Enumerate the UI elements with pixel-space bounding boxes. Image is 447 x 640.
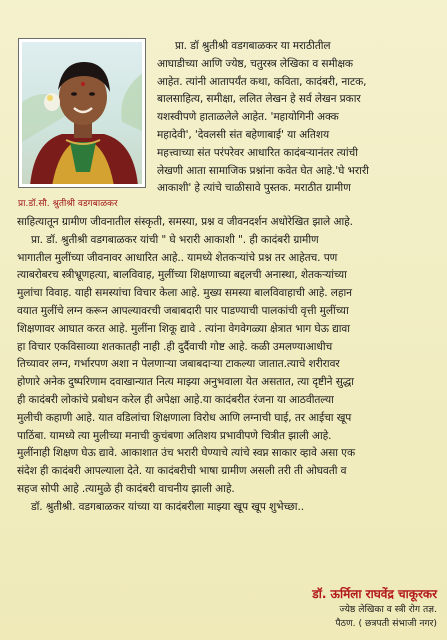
text-line: महादेवी', 'देवलसी संत बहेणाबाई' या अतिशय (157, 128, 329, 141)
signature-name: डॉ. ऊर्मिला राघवेंद्र चाकूरकर (312, 587, 437, 601)
text-line: संदेश ही कादंबरी आपल्याला देते. या कादंबरीची भाषा ग्रामीण असली तरी ती ओघवती व (17, 465, 347, 478)
text-line: आहेत. त्यांनी आतापर्यंत कथा, कविता, कादंबरी, नाटक, (157, 75, 367, 88)
text-line: भागातील मुलींच्या जीवनावर आधारित आहे.. यामध्ये शेतकऱ्यांचे प्रश्न तर आहेतच. पण (17, 251, 338, 264)
text-line: साहित्यातून ग्रामीण जीवनातील संस्कृती, समस्या, प्रश्न व जीवनदर्शन अधोरेखित झाले आहे. (17, 216, 353, 228)
intro-paragraph (157, 38, 439, 198)
text-line: मुलांचा विवाह. याही समस्यांचा विचार केला आहे. मुख्य समस्या बालविवाहाची आहे. लहान (17, 287, 352, 300)
author-portrait-image (22, 42, 142, 184)
text-line: हा विचार एकविसाव्या शतकातही नाही .ही दुर्दैवाची गोष्ट आहे. कळी उमलण्याआधीच (17, 340, 333, 353)
text-line: आकाशी' हे त्यांचे चाळीसावे पुस्तक. मराठीत ग्रामीण (157, 182, 351, 195)
text-line: प्रा. डॉ. श्रुतीश्री वडगबाळकर यांची " घे भरारी आकाशी ". ही कादंबरी ग्रामीण (31, 233, 319, 246)
main-paragraph (17, 214, 439, 517)
text-line: शिक्षणावर आघात करत आहे. मुलींना शिकू द्यावे . त्यांना वेगवेगळ्या क्षेत्रात भाग घेऊ द्यावा (17, 322, 350, 335)
text-line: लेखणी आता सामाजिक प्रश्नांना कवेत घेत आहे.'घे भरारी (157, 164, 369, 177)
text-line: यशस्वीपणे हाताळलेले आहेत. 'महायोगिनी अक्क (157, 111, 339, 124)
signature-title: ज्येष्ठ लेखिका व स्त्री रोग तज्ञ. (339, 604, 437, 615)
author-photo (22, 42, 142, 184)
text-line: मुलीची कहाणी आहे. यात वडिलांचा शिक्षणाला विरोध आणि लग्नाची घाई, तर आईचा खूप (17, 411, 352, 424)
text-line: ही कादंबरी लोकांचे प्रबोधन करेल ही अपेक्षा आहे.या कादंबरीत रंजना या आठवीतल्या (17, 393, 334, 406)
text-line: आघाडीच्या आणि ज्येष्ठ, चतुरस्त्र लेखिका व समीक्षक (157, 57, 353, 70)
signature-place: पैठण. ( छत्रपती संभाजी नगर) (335, 618, 437, 629)
text-line: महत्त्वाच्या संत परंपरेवर आधारित कादंबऱ्यानंतर त्यांची (157, 146, 358, 159)
text-line: पाठिंबा. यामध्ये त्या मुलीच्या मनाची कुचंबणा अतिशय प्रभावीपणे चित्रीत झाली आहे. (17, 429, 332, 442)
text-line: तिच्यावर लग्न, गर्भारपण अशा न पेलणाऱ्या जबाबदाऱ्या टाकल्या जातात.त्याचे शरीरावर (17, 358, 340, 371)
text-line: सहज सोपी आहे .त्यामुळे ही कादंबरी वाचनीय झाली आहे. (17, 482, 235, 495)
signature-block (312, 585, 437, 631)
text-line: होणारे अनेक दुष्परिणाम दवाखान्यात नित्य माझ्या अनुभवाला येत असतात, त्या दृष्टीने सुद्धा (17, 376, 354, 389)
author-photo-frame (18, 38, 146, 188)
text-line: प्रा. डॉ श्रुतीश्री वडगबाळकर या मराठीतील (175, 40, 331, 52)
text-line: बालसाहित्य, समीक्षा, ललित लेखन हे सर्व लेखन प्रकार (157, 93, 361, 106)
text-line: वयात मुलींचे लग्न करून आपल्यावरची जबाबदारी पार पाडण्याची पालकांची वृत्ती मुलींच्या (17, 304, 349, 317)
text-line: त्याबरोबरच स्त्रीभ्रूणहत्या, बालविवाह, मुलींच्या शिक्षणाच्या बद्दलची अनास्था, शेतकऱ्यांच्या (17, 269, 347, 282)
text-line: डॉ. श्रुतीश्री. वडगबाळकर यांच्या या कादंबरीला माझ्या खूप खूप शुभेच्छा.. (31, 500, 304, 513)
photo-caption: प्रा.डॉ.सौ. श्रुतीश्री वडगबाळकर (18, 199, 118, 209)
text-line: मुलींनाही शिक्षण घेऊ द्यावे. आकाशात उंच भरारी घेण्याचे त्यांचे स्वप्न साकार व्हावे असा एक (17, 447, 355, 460)
